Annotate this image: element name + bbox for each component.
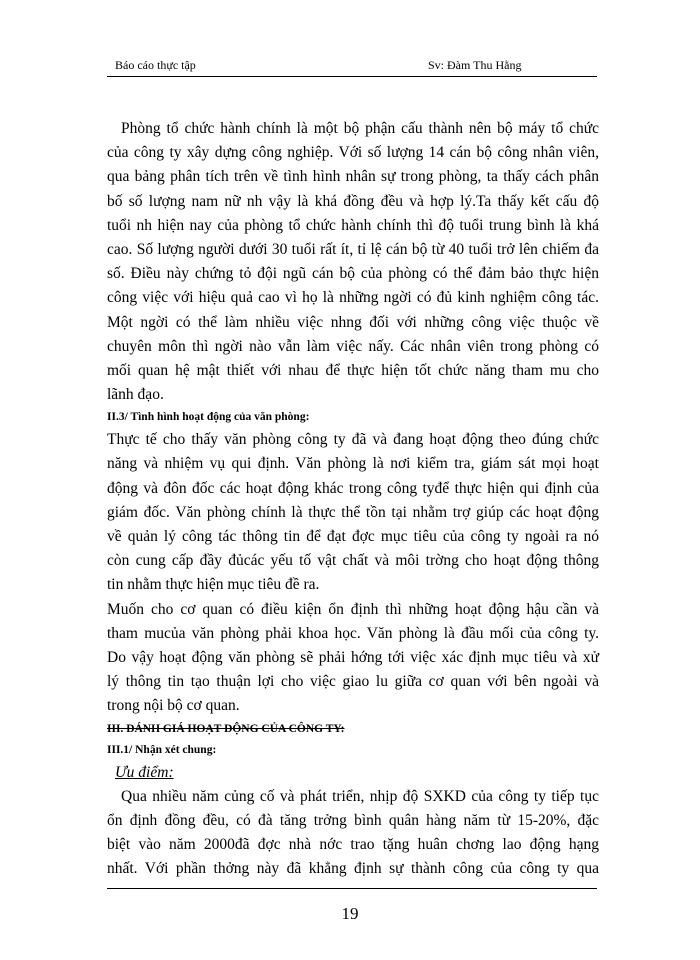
header-title: Báo cáo thực tập	[115, 58, 196, 72]
document-body	[107, 117, 599, 881]
text-line: lý thông tin tạo thuận lợi cho việc giao lu giữa cơ quan với bên ngoài và	[107, 673, 599, 691]
text-line: Một ngời có thể làm nhiều việc nhng đối với những công việc thuộc về	[107, 313, 599, 331]
paragraph-muon-cho	[107, 598, 599, 719]
text-line: của công ty xây dựng công nghiệp. Với số lượng 14 cán bộ công nhân viên,	[107, 144, 599, 162]
page-number: 19	[341, 904, 359, 923]
text-line: qua bảng phân tích trên về tình hình nhân sự trong phòng, ta thấy cách phân	[107, 168, 599, 186]
text-line: chuyên môn thì ngời nào vẫn làm việc nấy. Các nhân viên trong phòng có	[107, 337, 599, 355]
text-line: Do vậy hoạt động văn phòng sẽ phải hớng tới việc xác định mục tiêu và xử	[107, 648, 599, 666]
text-line: Muốn cho cơ quan có điều kiện ổn định thì những hoạt động hậu cần và	[107, 600, 599, 618]
header-rule	[107, 76, 597, 77]
paragraph-thuc-te	[107, 428, 599, 597]
page-header	[107, 58, 597, 76]
text-line: số. Điều này chứng tỏ đội ngũ cán bộ của phòng có thể đảm bảo thực hiện	[107, 265, 599, 283]
section-heading-iii: III. ĐÁNH GIÁ HOẠT ĐỘNG CỦA CÔNG TY:	[107, 722, 345, 735]
text-line: biệt vào năm 2000đã đợc nhà nớc trao tặng huân chơng lao động hạng	[107, 835, 599, 853]
footer-rule	[107, 888, 597, 889]
text-line: tin nhằm thực hiện mục tiêu đề ra.	[107, 576, 320, 594]
text-line: năng và nhiệm vụ qui định. Văn phòng là nơi kiểm tra, giám sát mọi hoạt	[107, 455, 599, 473]
text-line: công việc với hiệu quả cao vì họ là những ngời có đủ kinh nghiệm công tác.	[107, 289, 599, 307]
paragraph-phong-to-chuc	[107, 117, 599, 407]
text-line: còn cung cấp đầy đủcác yếu tố vật chất và môi trờng cho hoạt động thông	[107, 552, 599, 570]
text-line: Thực tế cho thấy văn phòng công ty đã và đang hoạt động theo đúng chức	[107, 431, 599, 449]
text-line: Qua nhiều năm củng cố và phát triển, nhịp độ SXKD của công ty tiếp tục	[121, 787, 599, 805]
text-line: Phòng tổ chức hành chính là một bộ phận cấu thành nên bộ máy tổ chức	[121, 120, 599, 137]
text-line: giám đốc. Văn phòng chính là thực thể tồn tại nhằm trợ giúp các hoạt động	[107, 503, 599, 521]
text-line: nhất. Với phần thởng này đã khẳng định sự thành công của công ty qua	[107, 860, 599, 878]
text-line: tuổi nh hiện nay của phòng tổ chức hành chính thì độ tuổi trung bình là khá	[107, 216, 599, 234]
text-line: cao. Số lượng người dưới 30 tuổi rất ít, tỉ lệ cán bộ từ 40 tuổi trở lên chiếm đa	[107, 240, 599, 258]
paragraph-qua-nhieu-nam	[107, 785, 599, 882]
header-author: Sv: Đàm Thu Hằng	[428, 58, 522, 72]
text-line: trong nội bộ cơ quan.	[107, 697, 240, 715]
subheading-uu-diem: Ưu điểm:	[115, 763, 174, 781]
text-line: lãnh đạo.	[107, 386, 164, 404]
text-line: mối quan hệ mật thiết với nhau để thực hiện tốt chức năng tham mu cho	[107, 361, 599, 379]
text-line: động và đôn đốc các hoạt động khác trong công tyđể thực hiện qui định của	[107, 479, 599, 497]
section-heading-ii3: II.3/ Tình hình hoạt động của văn phòng:	[107, 411, 310, 424]
text-line: tham mucủa văn phòng phải khoa học. Văn phòng là đầu mối của công ty.	[107, 624, 599, 642]
section-heading-iii1: III.1/ Nhận xét chung:	[107, 743, 217, 756]
text-line: ổn định đồng đều, có đà tăng trởng bình quân hàng năm từ 15-20%, đặc	[107, 811, 599, 829]
text-line: bố số lượng nam nữ nh vậy là khá đồng đều và hợp lý.Ta thấy kết cấu độ	[107, 192, 599, 210]
text-line: về quản lý công tác thông tin để đạt đợc mục tiêu của công ty ngoài ra nó	[107, 528, 599, 545]
